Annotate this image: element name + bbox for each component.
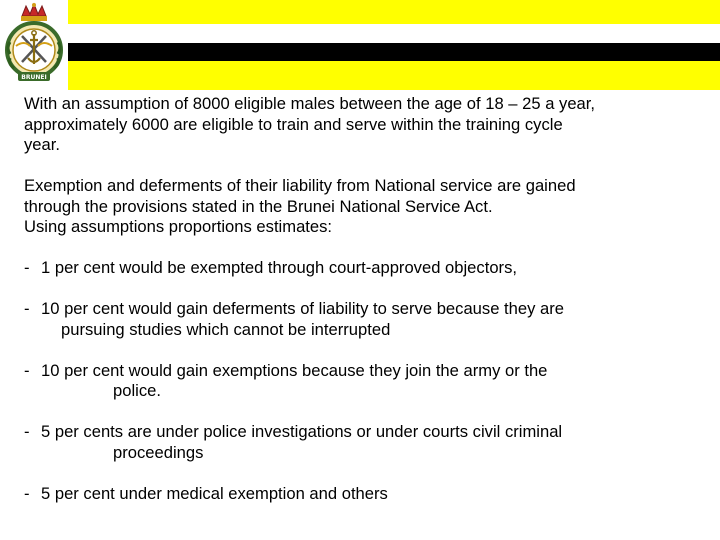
intro-line-1: With an assumption of 8000 eligible males between the age of 18 – 25 a year, [24, 94, 596, 113]
bullet-dash: - [24, 422, 30, 441]
brunei-armed-forces-crest-icon [2, 2, 66, 86]
bullet-continuation: proceedings [113, 442, 204, 462]
list-item [24, 484, 704, 505]
bullet-dash: - [24, 360, 30, 380]
bullet-text: 1 per cent would be exempted through court-approved objectors, [41, 258, 517, 277]
slide-body [24, 94, 704, 504]
intro-line-2: approximately 6000 are eligible to train and serve within the training cycle [24, 114, 563, 134]
flag-white-stripe [68, 24, 720, 44]
list-item [24, 299, 704, 340]
flag-black-stripe [68, 43, 720, 61]
intro-paragraph [24, 94, 704, 156]
brunei-flag-banner [68, 0, 720, 90]
bullet-text: 5 per cent under medical exemption and others [41, 483, 388, 503]
bullet-dash: - [24, 258, 30, 277]
bullet-continuation: police. [113, 381, 161, 400]
bullet-continuation: pursuing studies which cannot be interrupted [61, 319, 391, 339]
exemption-paragraph [24, 176, 704, 238]
exemption-line-3: Using assumptions proportions estimates: [24, 217, 333, 236]
bullet-dash: - [24, 299, 30, 318]
exemption-line-1: Exemption and deferments of their liability from National service are gained [24, 176, 576, 195]
exemption-line-2: through the provisions stated in the Brunei National Service Act. [24, 196, 493, 216]
bullet-text: 10 per cent would gain exemptions because they join the army or the [41, 360, 548, 380]
intro-line-3: year. [24, 135, 60, 154]
list-item [24, 361, 704, 402]
slide-header [0, 0, 720, 90]
list-item [24, 422, 704, 463]
bullet-dash: - [24, 483, 30, 503]
bullet-text: 5 per cents are under police investigations or under courts civil criminal [41, 422, 563, 441]
bullet-text: 10 per cent would gain deferments of liability to serve because they are [41, 299, 565, 318]
list-item [24, 258, 704, 279]
crest-motto: BRUNEI [21, 74, 47, 81]
